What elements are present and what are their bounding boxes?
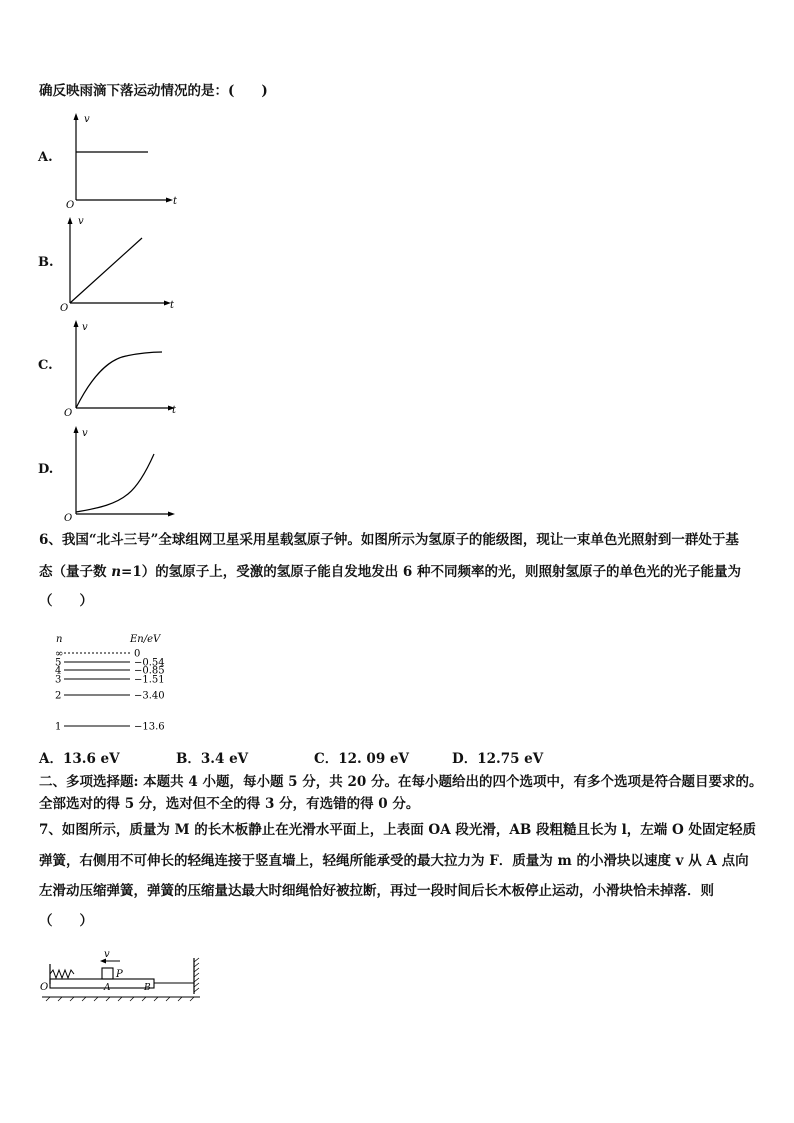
svg-text:O: O — [40, 982, 49, 993]
v-t-curve — [76, 454, 154, 512]
axis-t-label: t — [173, 196, 178, 207]
q7-text-line4: （ ） — [39, 913, 93, 929]
section2-instruction-line1: 二、多项选择题: 本题共 4 小题，每小题 5 分，共 20 分。在每小题给出的四个选项中，有多个选项是符合题目要求的。 — [39, 774, 763, 790]
level-energy-label: −0.54 — [134, 657, 165, 669]
q6-text-line1: 6、我国“北斗三号”全球组网卫星采用星载氢原子钟。如图所示为氢原子的能级图，现让一束单色光照射到一群处于基 — [39, 532, 739, 548]
svg-text:O: O — [64, 408, 73, 419]
svg-text:v: v — [104, 949, 110, 960]
energy-axis-label: En/eV — [130, 634, 161, 645]
q6-text-line3: （ ） — [39, 593, 93, 609]
level-energy-label: −1.51 — [134, 674, 165, 686]
svg-text:v: v — [82, 322, 88, 333]
q5-option-c-label[interactable]: C. — [38, 358, 53, 373]
q5-stem-tail: 确反映雨滴下落运动情况的是：( ) — [39, 83, 268, 99]
q6-choice-b[interactable]: B．3.4 eV — [176, 751, 249, 767]
svg-text:A: A — [104, 983, 111, 993]
q5-option-d-label[interactable]: D. — [38, 462, 54, 477]
svg-text:O: O — [60, 303, 69, 314]
q7-text-line1: 7、如图所示，质量为 M 的长木板静止在光滑水平面上，上表面 OA 段光滑，AB 段粗糙且长为 l，左端 O 处固定轻质 — [39, 822, 756, 838]
ground-hatch-icon — [46, 997, 194, 1001]
level-n-label: 3 — [55, 674, 62, 686]
level-energy-label: −3.40 — [134, 690, 165, 702]
wall-hatch-icon — [194, 958, 199, 992]
q6-choice-c[interactable]: C．12. 09 eV — [314, 751, 409, 767]
spring-icon — [50, 970, 74, 978]
level-n-label: 4 — [55, 665, 62, 677]
svg-text:O: O — [64, 513, 73, 524]
level-energy-label: −13.6 — [134, 721, 165, 733]
svg-text:v: v — [82, 428, 88, 439]
q6-choice-d[interactable]: D．12.75 eV — [452, 751, 544, 767]
level-n-label: 2 — [55, 690, 62, 702]
slider-block-p — [102, 968, 113, 979]
q5-graph-c — [60, 318, 190, 418]
v-t-curve — [70, 238, 142, 303]
svg-text:t: t — [172, 405, 177, 416]
level-energy-label: 0 — [134, 648, 141, 660]
level-energy-label: −0.85 — [134, 665, 165, 677]
q6-text-line2: 态（量子数 n=1）的氢原子上，受激的氢原子能自发地发出 6 种不同频率的光，则照射氢原子的单色光的光子能量为 — [39, 564, 742, 580]
y-arrow-icon — [74, 113, 79, 120]
y-arrow-icon — [74, 426, 79, 433]
x-arrow-icon — [168, 512, 175, 517]
q5-option-b-label[interactable]: B. — [38, 255, 54, 270]
q6-choice-a[interactable]: A．13.6 eV — [39, 751, 120, 767]
v-t-curve — [76, 352, 162, 408]
q5-graph-b — [56, 216, 186, 316]
origin-label: O — [66, 200, 75, 211]
q5-graph-a — [60, 112, 190, 212]
y-arrow-icon — [74, 320, 79, 327]
board-spring-diagram — [38, 944, 208, 1006]
q7-text-line2: 弹簧，右侧用不可伸长的轻绳连接于竖直墙上，轻绳所能承受的最大拉力为 F．质量为 m 的小滑块以速度 v 从 A 点向 — [39, 853, 749, 869]
svg-text:P: P — [116, 969, 123, 980]
long-board — [50, 979, 154, 988]
svg-text:t: t — [170, 300, 175, 311]
q5-option-a-label[interactable]: A. — [38, 150, 53, 165]
level-n-label: 5 — [55, 657, 62, 669]
energy-level-diagram — [50, 633, 190, 738]
q7-text-line3: 左滑动压缩弹簧，弹簧的压缩量达最大时细绳恰好被拉断，再过一段时间后长木板停止运动，小滑块恰未掉落．则 — [39, 883, 714, 899]
q5-graph-d — [60, 424, 190, 522]
section2-instruction-line2: 全部选对的得 5 分，选对但不全的得 3 分，有选错的得 0 分。 — [39, 796, 420, 812]
x-arrow-icon — [166, 198, 173, 203]
svg-text:B: B — [144, 983, 151, 993]
level-n-label: 1 — [55, 721, 62, 733]
n-axis-label: n — [56, 634, 63, 645]
axis-v-label: v — [84, 114, 90, 125]
svg-text:v: v — [78, 216, 84, 227]
y-arrow-icon — [68, 217, 73, 224]
level-n-label: ∞ — [55, 648, 64, 660]
